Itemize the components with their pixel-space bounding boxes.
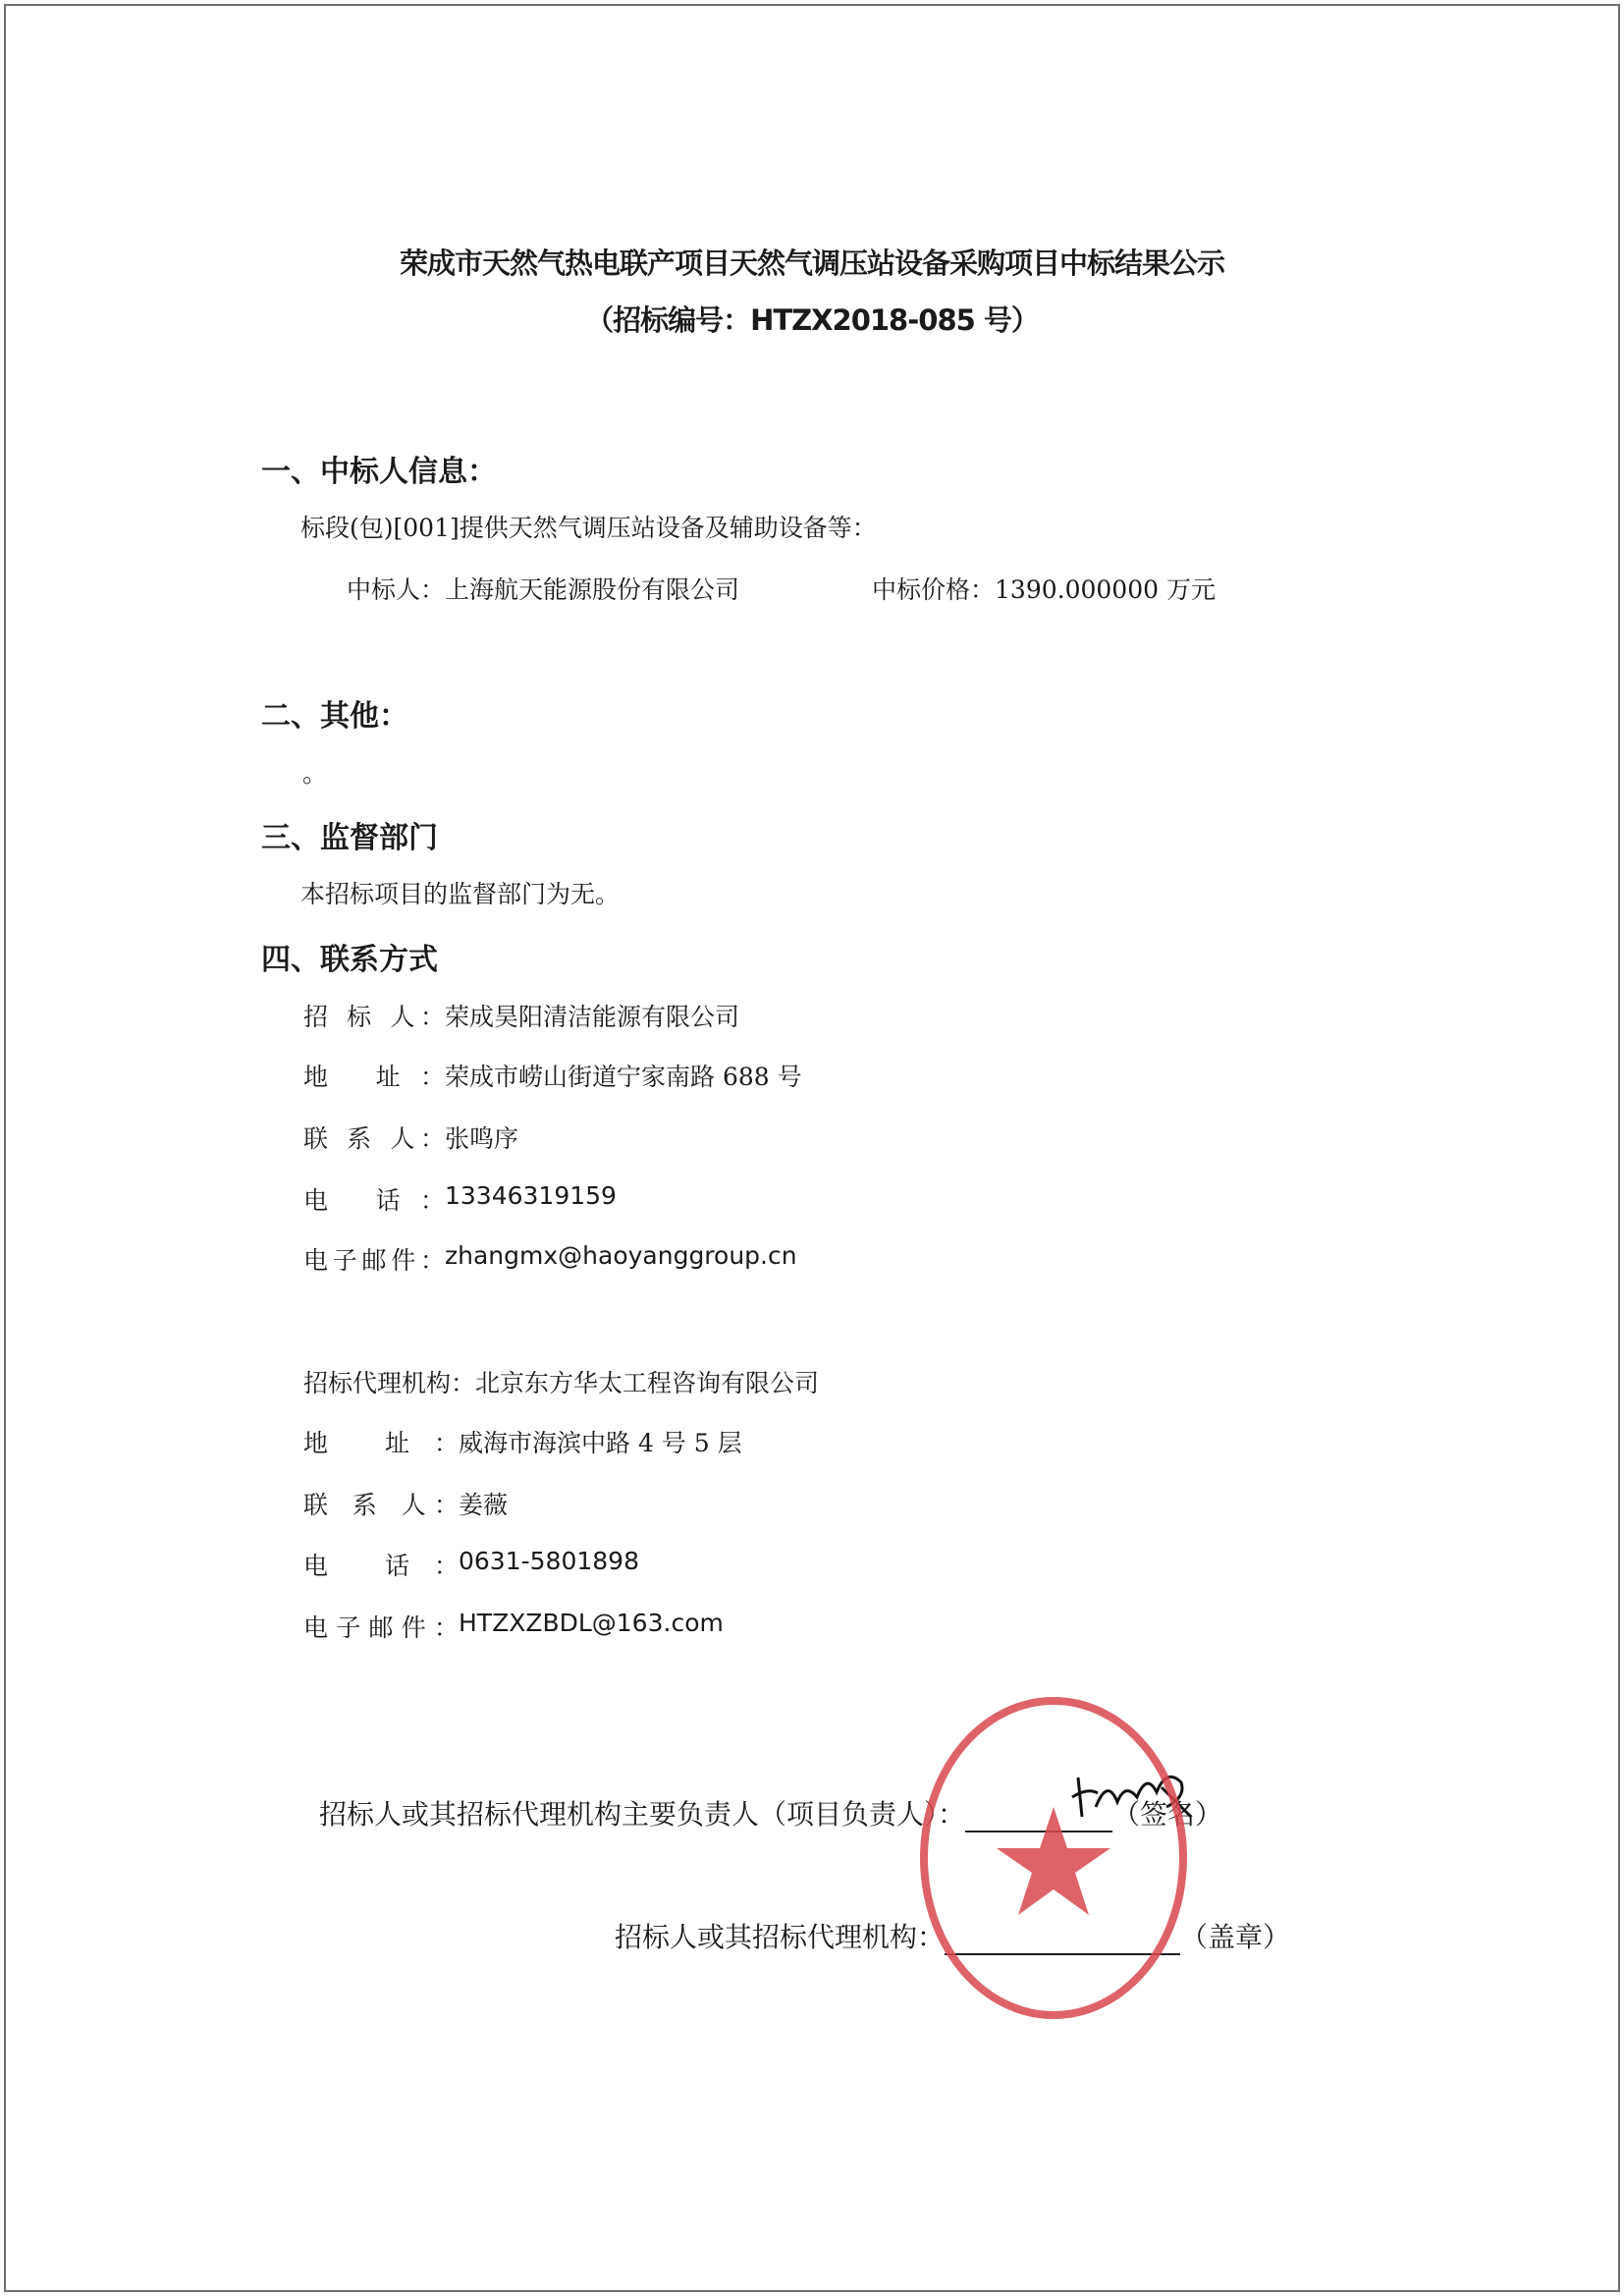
winner-line: [347, 571, 739, 606]
seal-label: 招标人或其招标代理机构：: [615, 1921, 946, 1953]
price-label: 中标价格：: [872, 575, 996, 604]
signature-label: 招标人或其招标代理机构主要负责人（项目负责人）：: [319, 1798, 966, 1831]
row-label: 电 话：: [303, 1552, 459, 1580]
row-label: 联 系 人：: [303, 1491, 459, 1519]
row-value: 张鸣序: [445, 1124, 519, 1153]
agency-contact-row: [303, 1486, 508, 1521]
tenderer-contact-row: [303, 1120, 518, 1155]
row-value: 威海市海滨中路 4 号 5 层: [459, 1429, 742, 1457]
row-value: 荣成市崂山街道宁家南路 688 号: [445, 1063, 802, 1091]
price-value: 1390.000000 万元: [995, 575, 1216, 604]
winner-name: 上海航天能源股份有限公司: [445, 575, 740, 604]
section3-text: 本招标项目的监督部门为无。: [300, 880, 621, 908]
agency-row: [303, 1364, 819, 1399]
row-label: 地 址：: [303, 1063, 445, 1091]
row-label: 电 话：: [303, 1186, 445, 1215]
document-title: 荣成市天然气热电联产项目天然气调压站设备采购项目中标结果公示: [399, 246, 1224, 280]
company-seal: [915, 1691, 1192, 2025]
agency-phone-row: [303, 1547, 639, 1582]
section4-heading: 四、联系方式: [261, 943, 438, 977]
row-value[interactable]: HTZXZBDL@163.com: [459, 1609, 724, 1637]
row-label: 地 址：: [303, 1429, 459, 1457]
row-label: 招标代理机构：: [303, 1369, 476, 1397]
section2-text: 。: [302, 759, 328, 788]
tenderer-phone-row: [303, 1181, 617, 1217]
document-subtitle: （招标编号：HTZX2018-085 号）: [585, 303, 1039, 337]
price-line: [872, 571, 1216, 606]
section3-heading: 三、监督部门: [261, 821, 438, 855]
tenderer-email-row: [303, 1241, 797, 1277]
agency-email-row: [303, 1609, 724, 1644]
winner-label: 中标人：: [347, 575, 446, 604]
row-value: 荣成昊阳清洁能源有限公司: [445, 1003, 740, 1031]
tenderer-address-row: [303, 1058, 802, 1093]
seal-suffix: （盖章）: [1180, 1921, 1291, 1953]
section1-heading: 一、中标人信息：: [261, 455, 497, 489]
seal-star-icon: [997, 1807, 1110, 1915]
row-label: 联 系 人：: [303, 1124, 445, 1153]
row-value: 北京东方华太工程咨询有限公司: [475, 1369, 820, 1397]
row-value: 0631-5801898: [459, 1547, 639, 1575]
lot-description: 标段(包)[001]提供天然气调压站设备及辅助设备等：: [300, 514, 877, 542]
tenderer-row: [303, 998, 739, 1033]
row-label: 电子邮件：: [303, 1613, 459, 1642]
row-label: 招 标 人：: [303, 1003, 445, 1031]
row-label: 电子邮件：: [303, 1246, 445, 1275]
section2-heading: 二、其他：: [261, 699, 408, 734]
row-value[interactable]: zhangmx@haoyanggroup.cn: [445, 1241, 797, 1270]
row-value: 13346319159: [445, 1181, 617, 1210]
row-value: 姜薇: [459, 1491, 509, 1519]
signature-suffix: （签名）: [1112, 1798, 1223, 1831]
agency-address-row: [303, 1424, 742, 1459]
